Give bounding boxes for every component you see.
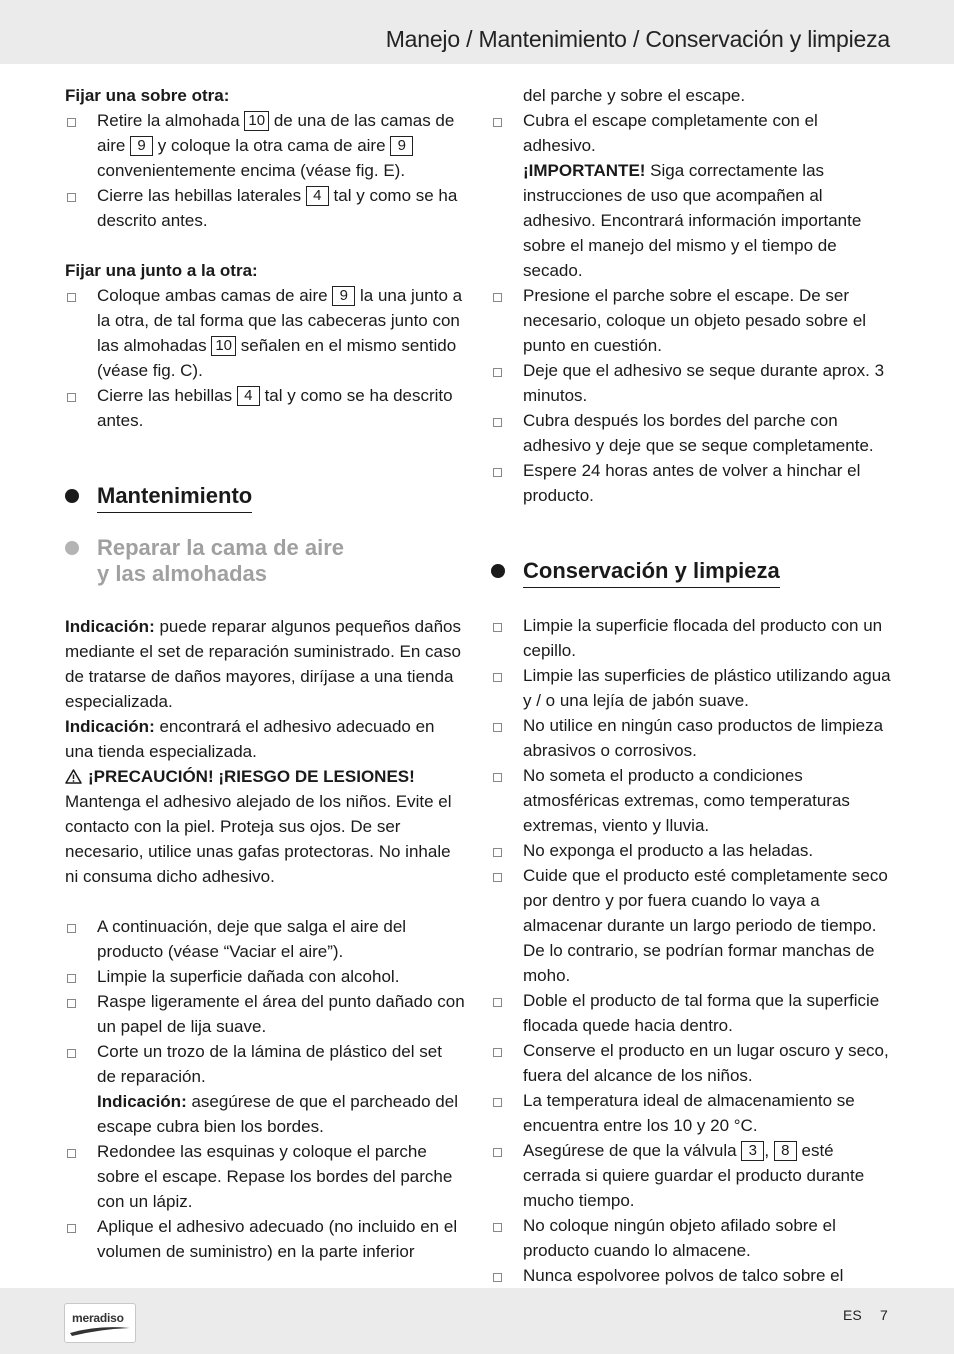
list-item: Retire la almohada 10 de una de las camas de aire 9 y coloque la otra cama de aire 9 convenientemente encima (véase fig. E). (65, 108, 465, 183)
list-item: No utilice en ningún caso productos de limpieza abrasivos o corrosivos. (491, 713, 891, 763)
language-code: ES (843, 1307, 862, 1323)
subheading-stack: Fijar una sobre otra: (65, 86, 230, 105)
part-reference: 4 (237, 386, 260, 406)
note-paragraph: Indicación: encontrará el adhesivo adecuado en una tienda especializada. (65, 717, 435, 761)
page-footer (0, 1288, 954, 1354)
page-header (0, 0, 954, 64)
part-reference: 9 (332, 286, 355, 306)
part-reference: 3 (741, 1141, 764, 1161)
bullet-dot-icon (491, 564, 505, 578)
note-paragraph: Indicación: puede reparar algunos pequeños daños mediante el set de reparación suministrado. En caso de tratarse de daños mayores, diríjase a una tienda especializada. (65, 617, 461, 711)
part-reference: 10 (211, 336, 236, 356)
list-item: Limpie la superficie flocada del producto con un cepillo. (491, 613, 891, 663)
list-item: No coloque ningún objeto afilado sobre el producto cuando lo almacene. (491, 1213, 891, 1263)
part-reference: 10 (244, 111, 269, 131)
list-item: No exponga el producto a las heladas. (491, 838, 891, 863)
list-item: Deje que el adhesivo se seque durante aprox. 3 minutos. (491, 358, 891, 408)
warning-heading: ¡PRECAUCIÓN! ¡RIESGO DE LESIONES! (65, 764, 465, 789)
note-paragraph: Indicación: asegúrese de que el parcheado del escape cubra bien los bordes. (97, 1092, 458, 1136)
list-item: Cierre las hebillas laterales 4 tal y como se ha descrito antes. (65, 183, 465, 233)
part-reference: 9 (390, 136, 413, 156)
list-item: La temperatura ideal de almacenamiento se encuentra entre los 10 y 20 °C. (491, 1088, 891, 1138)
page-title: Manejo / Mantenimiento / Conservación y limpieza (385, 26, 890, 52)
continued-text: del parche y sobre el escape. (523, 86, 746, 105)
section-heading-care-cleaning: Conservación y limpieza (491, 558, 891, 588)
list-item: Coloque ambas camas de aire 9 la una junto a la otra, de tal forma que las cabeceras junto con las almohadas 10 señalen en el mismo sentido (véase fig. C). (65, 283, 465, 383)
list-item: No someta el producto a condiciones atmosféricas extremas, como temperaturas extremas, viento y lluvia. (491, 763, 891, 838)
list-item: Redondee las esquinas y coloque el parche sobre el escape. Repase los bordes del parche con un lápiz. (65, 1139, 465, 1214)
list-item: Cuide que el producto esté completamente seco por dentro y por fuera cuando lo vaya a almacenar durante un largo periodo de tiempo. De lo contrario, se podrían formar manchas de moho. (491, 863, 891, 988)
part-reference: 4 (306, 186, 329, 206)
list-item: Cubra después los bordes del parche con adhesivo y deje que se seque completamente. (491, 408, 891, 458)
list-item: Doble el producto de tal forma que la superficie flocada quede hacia dentro. (491, 988, 891, 1038)
list-item: Limpie las superficies de plástico utilizando agua y / o una lejía de jabón suave. (491, 663, 891, 713)
bullet-dot-icon (65, 541, 79, 555)
list-item: Aplique el adhesivo adecuado (no incluido en el volumen de suministro) en la parte inferior (65, 1214, 465, 1264)
list-item: Cierre las hebillas 4 tal y como se ha descrito antes. (65, 383, 465, 433)
list-item: Asegúrese de que la válvula 3 , 8 esté cerrada si quiere guardar el producto durante mucho tiempo. (491, 1138, 891, 1213)
list-item: Cubra el escape completamente con el adhesivo. ¡IMPORTANTE! Siga correctamente las instrucciones de uso que acompañen al adhesivo. Encontrará información importante sobre el manejo del mismo y el tiempo de secado. (491, 108, 891, 283)
list-item: Espere 24 horas antes de volver a hinchar el producto. (491, 458, 891, 508)
part-reference: 9 (130, 136, 153, 156)
list-item: A continuación, deje que salga el aire del producto (véase “Vaciar el aire”). (65, 914, 465, 964)
left-column (65, 83, 465, 1264)
subheading-side-by-side: Fijar una junto a la otra: (65, 261, 258, 280)
list-item: Nunca espolvoree polvos de talco sobre el (491, 1263, 891, 1313)
bullet-dot-icon (65, 489, 79, 503)
right-column (491, 83, 891, 1313)
logo-swoosh-icon (68, 1323, 132, 1337)
warning-text: Mantenga el adhesivo alejado de los niños. Evite el contacto con la piel. Proteja sus ojos. De ser necesario, utilice unas gafas protectoras. No inhale ni consuma dicho adhesivo. (65, 792, 452, 886)
list-item: Corte un trozo de la lámina de plástico del set de reparación. (65, 1039, 465, 1089)
list-item: Conserve el producto en un lugar oscuro y seco, fuera del alcance de los niños. (491, 1038, 891, 1088)
section-heading-repair: Reparar la cama de aire y las almohadas (65, 535, 465, 590)
part-reference: 8 (774, 1141, 797, 1161)
section-heading-maintenance: Mantenimiento (65, 483, 465, 513)
warning-triangle-icon (65, 769, 82, 784)
list-item: Raspe ligeramente el área del punto dañado con un papel de lija suave. (65, 989, 465, 1039)
brand-logo: meradiso (64, 1303, 136, 1343)
page-number: 7 (880, 1307, 888, 1323)
list-item: Presione el parche sobre el escape. De ser necesario, coloque un objeto pesado sobre el punto en cuestión. (491, 283, 891, 358)
list-item: Limpie la superficie dañada con alcohol. (65, 964, 465, 989)
